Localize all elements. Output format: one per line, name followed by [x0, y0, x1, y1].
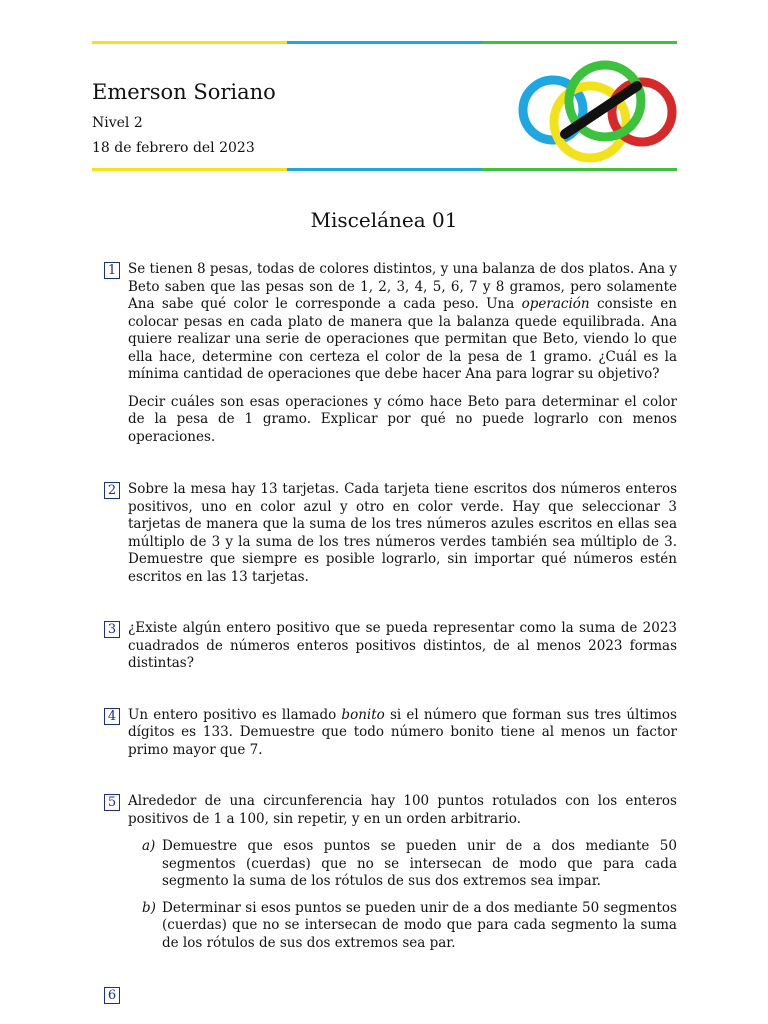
date-label: 18 de febrero del 2023 [92, 140, 255, 156]
problem-number: 5 [104, 794, 120, 811]
problem-body [128, 793, 677, 952]
subitem-b [142, 900, 677, 953]
rule-segment-yellow [92, 41, 287, 44]
problem-2 [104, 481, 677, 586]
problem-body [128, 481, 677, 586]
problem-number: 3 [104, 621, 120, 638]
problem-paragraph: Se tienen 8 pesas, todas de colores distintos, y una balanza de dos platos. Ana y Beto saben que las pesas son de 1, 2, 3, 4, 5, 6, 7 y 8 gramos, pero solamente Ana sabe qué color le corresponde a cada peso. Una operación consiste en colocar pesas en cada plato de manera que la balanza quede equilibrada. Ana quiere realizar una serie de operaciones que permitan que Beto, viendo lo que ella hace, determine con certeza el color de la pesa de 1 gramo. ¿Cuál es la mínima cantidad de operaciones que debe hacer Ana para lograr su objetivo? [128, 261, 677, 382]
problem-3 [104, 620, 677, 673]
subitem-text: Determinar si esos puntos se pueden unir de a dos mediante 50 segmentos (cuerdas) que no se intersecan de modo que para cada segmento la suma de los rótulos de sus dos extremos sea par. [162, 899, 677, 951]
infinity-logo-icon [515, 60, 680, 165]
problem-number: 6 [104, 987, 120, 1004]
problem-number: 2 [104, 482, 120, 499]
problem-6 [104, 986, 677, 1004]
problem-paragraph: Alrededor de una circunferencia hay 100 puntos rotulados con los enteros positivos de 1 a 100, sin repetir, y en un orden arbitrario. [128, 793, 677, 827]
header-rule-top [92, 41, 677, 44]
problem-number: 4 [104, 708, 120, 725]
header-rule-bottom [92, 168, 677, 171]
problem-4 [104, 707, 677, 760]
problem-paragraph: ¿Existe algún entero positivo que se pueda representar como la suma de 2023 cuadrados de números enteros positivos distintos, de al menos 2023 formas distintas? [128, 620, 677, 671]
subitem-a [142, 838, 677, 891]
problem-body [128, 261, 677, 446]
rule-segment-green [482, 41, 677, 44]
subitem-text: Demuestre que esos puntos se pueden unir de a dos mediante 50 segmentos (cuerdas) que no se intersecan de modo que para cada segmento la suma de los rótulos de sus dos extremos sea impar. [162, 838, 677, 889]
problem-paragraph: Sobre la mesa hay 13 tarjetas. Cada tarjeta tiene escritos dos números enteros positivos, uno en color azul y otro en color verde. Hay que seleccionar 3 tarjetas de manera que la suma de los tres números azules escritos en ellas sea múltiplo de 3 y la suma de los tres números verdes también sea múltiplo de 3. Demuestre que siempre es posible lograrlo, sin importar qué números estén escritos en las 13 tarjetas. [128, 481, 677, 585]
subitem-label: b) [142, 899, 156, 916]
subitem-list [128, 838, 677, 952]
problem-body [128, 620, 677, 673]
rule-segment-blue [287, 168, 482, 171]
problem-5 [104, 793, 677, 952]
subitem-label: a) [142, 838, 156, 854]
rule-segment-blue [287, 41, 482, 44]
problem-paragraph: Decir cuáles son esas operaciones y cómo hace Beto para determinar el color de la pesa de 1 gramo. Explicar por qué no puede lograrlo con menos operaciones. [128, 393, 677, 445]
problem-paragraph: Un entero positivo es llamado bonito si el número que forman sus tres últimos dígitos es 133. Demuestre que todo número bonito tiene al menos un factor primo mayor que 7. [128, 706, 677, 758]
author-name: Emerson Soriano [92, 80, 276, 104]
rule-segment-yellow [92, 168, 287, 171]
problem-body [128, 707, 677, 760]
problem-number: 1 [104, 262, 120, 279]
problem-1 [104, 261, 677, 446]
document-title: Miscelánea 01 [310, 208, 458, 232]
problem-list [104, 261, 677, 1004]
rule-segment-green [482, 168, 677, 171]
level-label: Nivel 2 [92, 115, 143, 131]
